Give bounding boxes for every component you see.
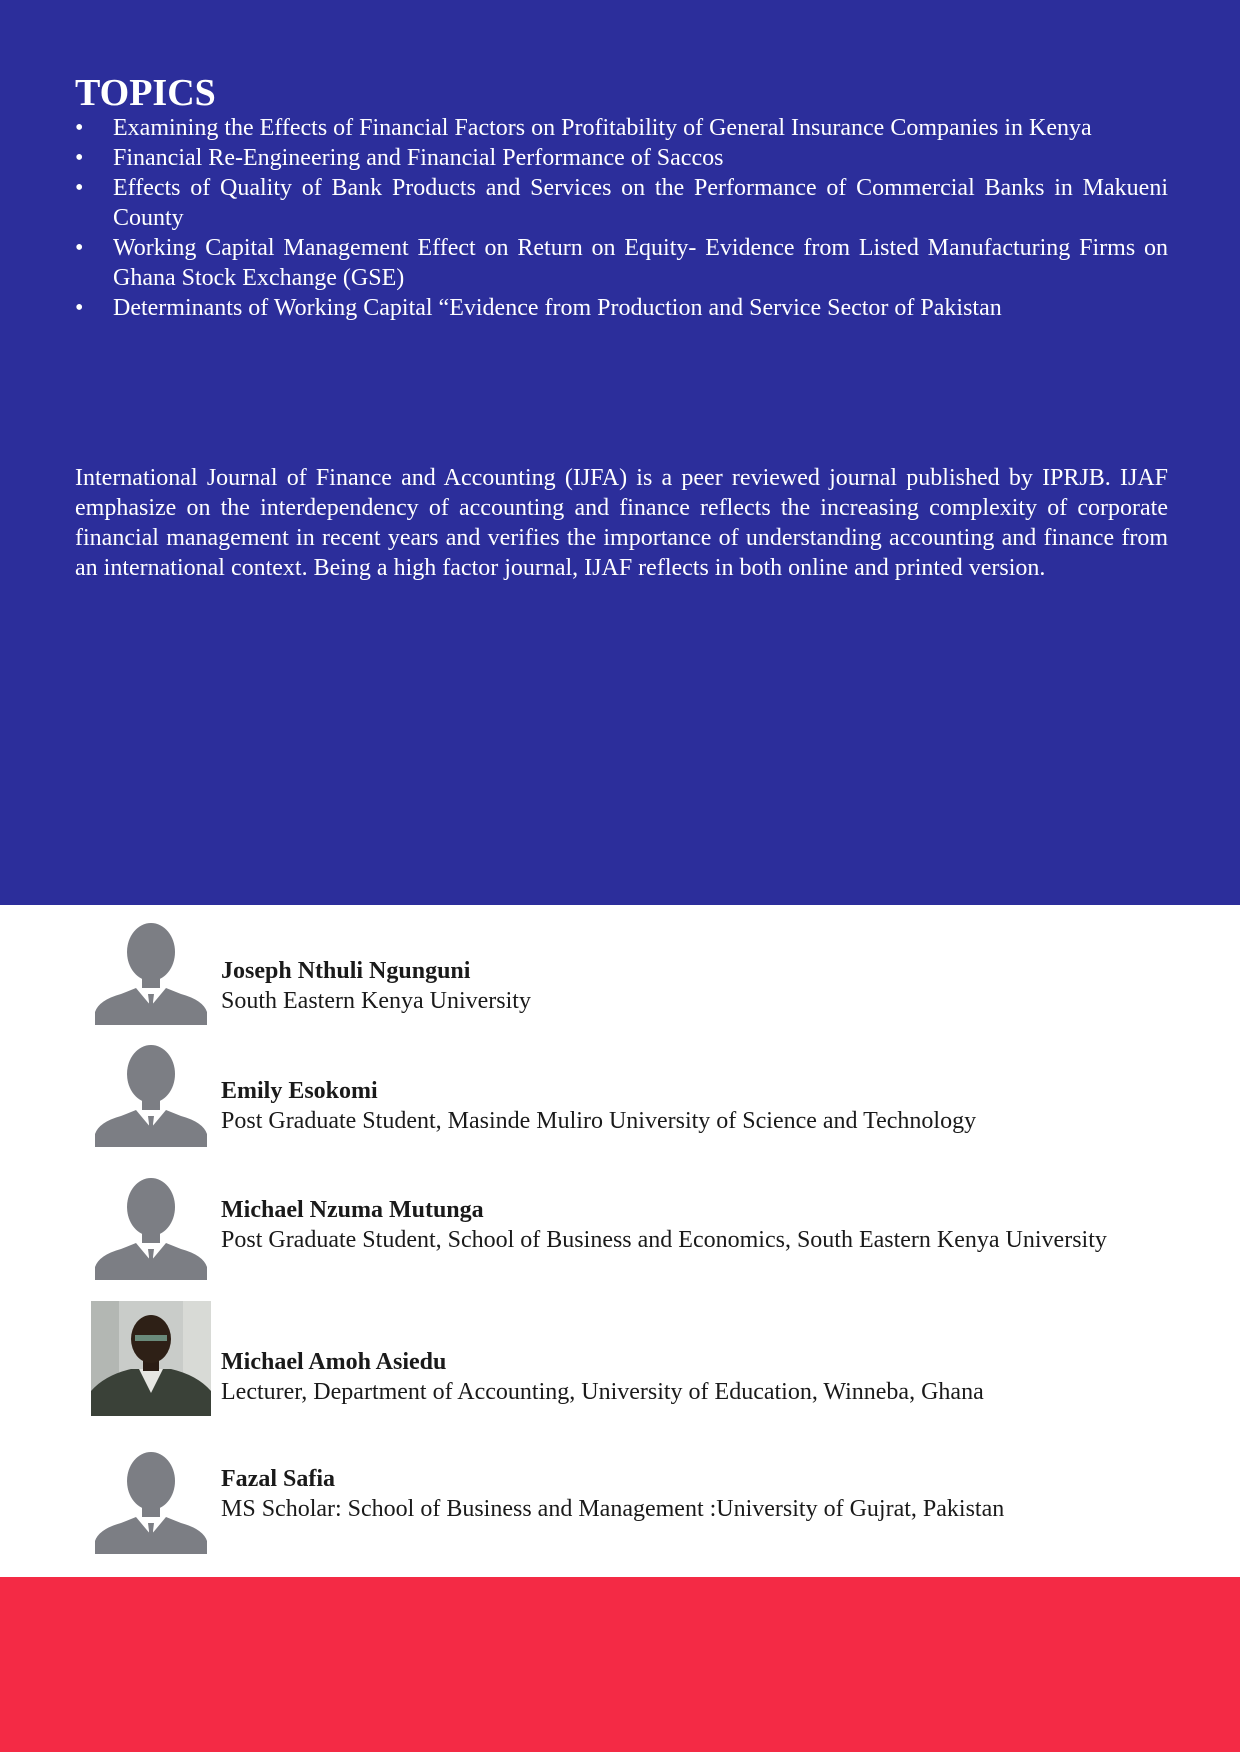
person-silhouette-icon [91,1177,211,1280]
topic-item: • Financial Re-Engineering and Financial Performance of Saccos [75,143,1168,173]
topic-item: • Working Capital Management Effect on Return on Equity- Evidence from Listed Manufacturing Firms on Ghana Stock Exchange (GSE) [75,233,1168,293]
author-affiliation: Lecturer, Department of Accounting, University of Education, Winneba, Ghana [221,1379,984,1405]
author-affiliation: South Eastern Kenya University [221,988,531,1014]
topic-item: • Determinants of Working Capital “Evidence from Production and Service Sector of Pakistan [75,293,1168,323]
author-name: Michael Amoh Asiedu [221,1349,447,1375]
topics-list [75,113,1168,323]
author-card [91,1451,1191,1569]
author-card [91,1177,1191,1295]
author-name: Fazal Safia [221,1466,335,1492]
topic-item: • Effects of Quality of Bank Products and Services on the Performance of Commercial Banks in Makueni County [75,173,1168,233]
author-photo [91,1301,211,1416]
person-silhouette-icon [91,922,211,1025]
author-name: Joseph Nthuli Ngunguni [221,958,471,984]
author-affiliation: Post Graduate Student, Masinde Muliro University of Science and Technology [221,1108,977,1134]
author-affiliation: Post Graduate Student, School of Business and Economics, South Eastern Kenya University [221,1227,1107,1253]
journal-description: International Journal of Finance and Accounting (IJFA) is a peer reviewed journal published by IPRJB. IJAF emphasize on the interdependency of accounting and finance reflects the increasing complexity of corporate financial management in recent years and verifies the importance of understanding accounting and finance from an international context. Being a high factor journal, IJAF reflects in both online and printed version. [75,465,1168,581]
topic-item: • Examining the Effects of Financial Factors on Profitability of General Insurance Companies in Kenya [75,113,1168,143]
person-silhouette-icon [91,1451,211,1554]
topics-heading: TOPICS [75,72,216,114]
person-silhouette-icon [91,1044,211,1147]
author-name: Emily Esokomi [221,1078,378,1104]
footer-band [0,1577,1240,1752]
author-affiliation: MS Scholar: School of Business and Management :University of Gujrat, Pakistan [221,1496,1005,1522]
author-card [91,922,1191,1040]
author-name: Michael Nzuma Mutunga [221,1197,484,1223]
authors-section [0,905,1240,1577]
author-card [91,1301,1191,1419]
author-card [91,1044,1191,1162]
